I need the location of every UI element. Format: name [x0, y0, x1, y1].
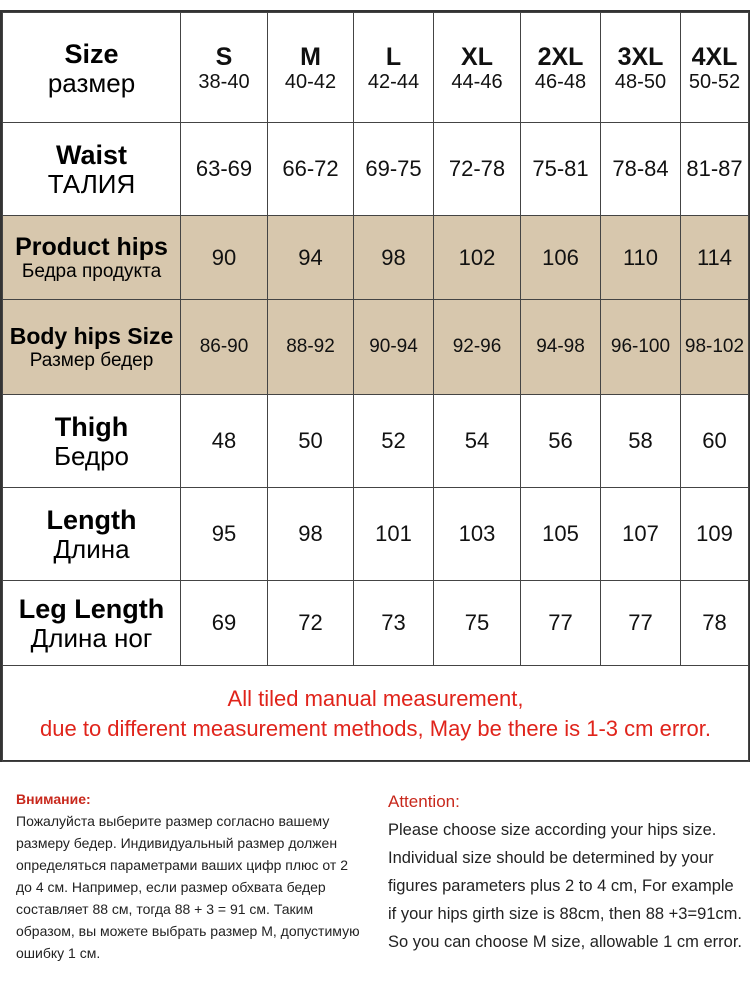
attention-en-title: Attention: [388, 792, 460, 811]
size-code: S [215, 42, 233, 71]
size-range: 48-50 [614, 70, 667, 93]
note-line-2: due to different measurement methods, May be there is 1-3 cm error. [40, 715, 711, 741]
thigh-row [3, 395, 749, 488]
size-range: 46-48 [534, 70, 587, 93]
row-label-cell [3, 300, 181, 395]
attention-ru-title: Внимание: [16, 791, 91, 807]
size-col-4xl [681, 13, 749, 123]
body-hips-row [3, 300, 749, 395]
table-cell: 56 [521, 395, 601, 488]
thigh-label-en: Thigh [54, 412, 129, 442]
size-code: M [300, 42, 321, 71]
table-cell: 73 [354, 581, 434, 666]
table-cell: 66-72 [268, 123, 354, 216]
table-cell: 54 [434, 395, 521, 488]
table-cell: 90-94 [354, 300, 434, 395]
attention-ru-block [16, 788, 366, 964]
size-range: 38-40 [198, 70, 250, 93]
length-label-ru: Длина [53, 534, 130, 564]
size-range: 40-42 [284, 70, 337, 93]
table-cell: 92-96 [434, 300, 521, 395]
row-label-cell [3, 123, 181, 216]
note-line-1: All tiled manual measurement, [227, 685, 524, 711]
attention-en-block [388, 788, 744, 956]
table-cell: 52 [354, 395, 434, 488]
row-label-cell [3, 488, 181, 581]
table-cell: 95 [181, 488, 268, 581]
waist-row [3, 123, 749, 216]
table-cell: 109 [681, 488, 749, 581]
size-col-3xl [601, 13, 681, 123]
table-cell: 88-92 [268, 300, 354, 395]
size-code: L [385, 42, 402, 71]
size-chart-table [2, 12, 749, 762]
table-cell: 75-81 [521, 123, 601, 216]
table-cell: 98-102 [681, 300, 749, 395]
length-label-en: Length [46, 505, 137, 535]
size-code: 2XL [537, 42, 584, 71]
header-row [3, 13, 749, 123]
table-cell: 77 [521, 581, 601, 666]
measurement-note-row [3, 666, 749, 762]
attention-ru-body: Пожалуйста выберите размер согласно вашему размеру бедер. Индивидуальный размер должен определяться параметрами ваших цифр плюс от 2 до 4 см. Например, если размер обхвата бедер составляет 88 см, тогда 88 + 3 = 91 см. Таким образом, вы можете выбрать размер М, допустимую ошибку 1 см. [16, 813, 360, 961]
table-cell: 102 [434, 216, 521, 300]
size-col-l [354, 13, 434, 123]
table-cell: 58 [601, 395, 681, 488]
thigh-label-ru: Бедро [53, 441, 130, 471]
table-cell: 94-98 [521, 300, 601, 395]
length-row [3, 488, 749, 581]
table-cell: 94 [268, 216, 354, 300]
size-label-ru: размер [47, 67, 136, 98]
table-cell: 48 [181, 395, 268, 488]
measurement-note [3, 666, 749, 762]
table-cell: 96-100 [601, 300, 681, 395]
product-hips-label-en: Product hips [15, 232, 168, 261]
table-cell: 103 [434, 488, 521, 581]
leg-length-label-en: Leg Length [18, 594, 165, 624]
table-cell: 63-69 [181, 123, 268, 216]
table-cell: 114 [681, 216, 749, 300]
leg-length-label-ru: Длина ног [30, 623, 153, 653]
table-cell: 90 [181, 216, 268, 300]
size-col-s [181, 13, 268, 123]
size-label-en: Size [64, 38, 119, 69]
table-cell: 75 [434, 581, 521, 666]
size-code: XL [461, 42, 493, 71]
waist-label-en: Waist [55, 140, 127, 170]
table-cell: 50 [268, 395, 354, 488]
table-cell: 107 [601, 488, 681, 581]
table-cell: 105 [521, 488, 601, 581]
table-cell: 60 [681, 395, 749, 488]
table-cell: 78 [681, 581, 749, 666]
size-chart-frame [0, 10, 750, 762]
size-col-xl [434, 13, 521, 123]
table-cell: 69 [181, 581, 268, 666]
row-label-cell [3, 216, 181, 300]
attention-en-body: Please choose size according your hips size. Individual size should be determined by your figures parameters plus 2 to 4 cm, For example if your hips girth size is 88cm, then 88 +3=91cm. So you can choose M size, allowable 1 cm error. [388, 821, 743, 951]
table-cell: 86-90 [181, 300, 268, 395]
table-cell: 77 [601, 581, 681, 666]
size-range: 42-44 [367, 70, 420, 93]
size-code: 3XL [617, 42, 664, 71]
size-range: 44-46 [451, 70, 503, 93]
waist-label-ru: ТАЛИЯ [47, 169, 136, 199]
body-hips-label-en: Body hips Size [9, 323, 174, 349]
table-cell: 72 [268, 581, 354, 666]
table-cell: 72-78 [434, 123, 521, 216]
table-cell: 81-87 [681, 123, 749, 216]
table-cell: 98 [354, 216, 434, 300]
leg-length-row [3, 581, 749, 666]
product-hips-row [3, 216, 749, 300]
size-range: 50-52 [688, 70, 741, 93]
table-cell: 110 [601, 216, 681, 300]
row-label-cell [3, 395, 181, 488]
size-col-m [268, 13, 354, 123]
body-hips-label-ru: Размер бедер [29, 350, 154, 371]
product-hips-label-ru: Бедра продукта [21, 260, 162, 282]
size-col-2xl [521, 13, 601, 123]
table-cell: 69-75 [354, 123, 434, 216]
table-cell: 78-84 [601, 123, 681, 216]
table-cell: 98 [268, 488, 354, 581]
row-label-cell [3, 581, 181, 666]
size-code: 4XL [691, 42, 738, 71]
table-cell: 101 [354, 488, 434, 581]
header-label-cell [3, 13, 181, 123]
table-cell: 106 [521, 216, 601, 300]
